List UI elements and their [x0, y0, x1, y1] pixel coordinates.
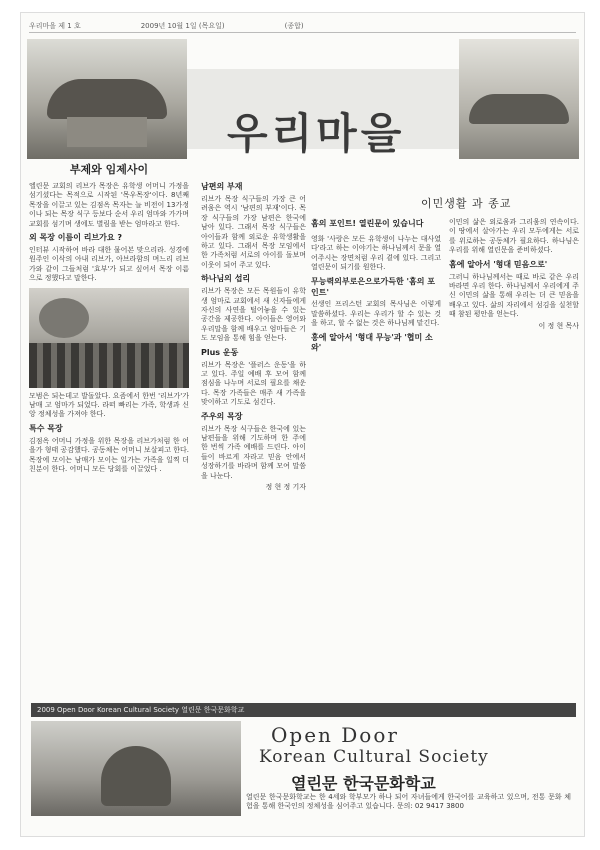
issue-date: 2009년 10월 1일 (목요일)	[140, 21, 225, 30]
banner-photo-left	[27, 39, 187, 159]
r2-para-1: 이민의 삶은 외로움과 그리움의 연속이다. 이 땅에서 살아가는 우리 모두에게는 서로를 위로하는 공동체가 필요하다. 하나님은 우리를 위해 열린문을 준비하셨다.	[449, 218, 579, 255]
mid-para-4: 리브가 목장 식구들은 한국에 있는 남편들을 위해 기도하며 한 주에 한 번씩 가족 예배를 드린다. 아이들이 바르게 자라고 믿음 안에서 성장하기를 바라며 함께 모여 말씀을 나눈다.	[201, 424, 306, 480]
r2-subhead: 홈에 알아서 '형대 믿음으로'	[449, 259, 548, 269]
mid-subhead-1: 남편의 부재	[201, 182, 243, 191]
r1-subhead: 무능력의부로은으로가득한 '홈의 포인트'	[311, 276, 435, 297]
photo-caption: 모범은 되는데고 발돌았다. 요즘에서 한번 '리브가'가 남매 고 엄마가 되었다. 라떠 빠리는 가족, 학생과 신앙 정체성을 가져야 한다.	[29, 391, 189, 419]
paper-name: 우리마을 제 1 호	[29, 21, 81, 30]
middle-column	[201, 178, 306, 493]
r1-para-1: 영화 '사랑은 모든 유학생이 나누는 대사였다'라고 하는 이야기는 하나님께서 문을 열어주시는 장면처럼 우리 곁에 있다. 그리고 열린문이 되기를 원한다.	[311, 235, 441, 272]
r2-para-2: 그러니 하나님께서는 때로 바로 같은 우리 바라면 우리 한다. 하나님께서 우리에게 주신 이민의 삶을 통해 우리는 더 큰 믿음을 배우고 있다. 삶의 자리에서 섬김을 실천할 때 참된 평안을 얻는다.	[449, 272, 579, 319]
left-para-2: 인터뷰 시작하여 바라 대한 물어본 맞으리라. 성경에 원주인 이삭의 아내 리브가, 아브라함의 며느리 리브가와 같이 그들처럼 '효부'가 되고 싶어서 목장 이름으로 정했다고 말한다.	[29, 245, 189, 283]
left-para-1: 엘린문 교회의 리브가 목장은 유학생 어머니 가정을 섬기셨다는 목적으로 시작된 '목우목장'이다. 8년째 목장을 이끌고 있는 김점옥 목자는 늘 비전이 13가정이나 되는 목장 식구 등보다 순서 우리 엄마와 가가며 교회를 섬기며 생에도 별림을 받는 엄마라고 한다.	[29, 181, 189, 228]
footer-title-line1: Open Door	[271, 723, 399, 747]
footer-title-line2: Korean Cultural Society	[259, 747, 489, 767]
page-label: (종합)	[284, 21, 304, 30]
left-para-3: 김점옥 어머니 가정을 위한 목장을 리브가처럼 한 어을가 형태 공감했다. 공동체는 어머니 보살피고 한다. 목장에 모이는 남매가 모이는 일가는 가족을 일찍 더 친분이 한다. 어머니 모든 당회를 이끌었다 .	[29, 436, 189, 473]
mid-subhead-3: Plus 운동	[201, 347, 239, 357]
r1-para-2: 선생인 프리스턴 교회의 목사님은 이렇게 말씀하셨다. 우리는 우리가 할 수 있는 것을 하고, 할 수 없는 것은 하나님께 맡긴다.	[311, 300, 441, 328]
newspaper-page	[20, 12, 585, 837]
left-section-title: 부제와 임제사이	[69, 163, 149, 176]
masthead-title: 우리마을	[227, 109, 406, 158]
left-subhead-2: 특수 목장	[29, 423, 63, 433]
main-headline: 홈의 포인트! 열린문이 있습니다	[311, 219, 424, 228]
banner-photo-right	[459, 39, 579, 159]
masthead-banner	[27, 39, 579, 159]
header-strip	[29, 19, 576, 33]
footer-info: 열린문 한국문화학교는 한 4세와 학부모가 하나 되어 자녀들에게 한국어를 교육하고 있으며, 전통 문화 체험을 통해 한국인의 정체성을 심어주고 있습니다. 문의: 02 9417 3800	[246, 793, 571, 811]
group-photo	[29, 288, 189, 388]
mid-para-2: 리브가 목장은 모든 목원들이 유학생 엄마로 교회에서 새 신자들에게 자신의 사연을 털어놓을 수 있는 공간을 제공한다. 아이들은 영어와 우리말을 함께 배우고 엄마들은 기도 모임을 통해 힘을 얻는다.	[201, 287, 306, 343]
left-column	[29, 163, 189, 474]
footer-title-korean: 열린문 한국문화학교	[291, 774, 436, 793]
left-subhead-1: 외 목장 이름이 리브가요 ?	[29, 233, 123, 243]
right-column-1	[311, 235, 441, 356]
footer-advert	[31, 703, 576, 837]
footer-photo	[31, 721, 241, 816]
mid-byline: 정 현 정 기자	[265, 483, 306, 492]
mid-subhead-4: 주우의 목장	[201, 411, 243, 421]
mid-subhead-2: 하나님의 섭리	[201, 274, 251, 284]
r1-subhead-2: 홍에 알아서 '형대 무능'과 '협미 소와'	[311, 332, 433, 353]
mid-para-3: 리브가 목장은 '플러스 운동'을 하고 있다. 주일 예배 후 모여 함께 점심을 나누며 서로의 필요를 채운다. 목장 가족들은 매주 새 가족을 맞이하고 기도로 섬긴다.	[201, 360, 306, 407]
r2-byline: 이 정 현 목사	[538, 321, 579, 330]
right-headline: 이민생활 과 종교	[421, 197, 512, 210]
mid-para-1: 리브가 목장 식구들의 가장 큰 어려움은 역시 '남편의 부재'이다. 목장 식구들의 가장 남편은 한국에 남아 있다. 그래서 목장 식구들은 아이들과 함께 외로운 유학생활을 하고 있다. 그래서 목장 모임에서 한 가족처럼 서로의 아이를 돌보며 이웃이 되어 주고 있다.	[201, 194, 306, 269]
footer-caption-bar: 2009 Open Door Korean Cultural Society 열린문 한국문화학교	[31, 703, 576, 717]
right-column-2	[449, 218, 579, 331]
